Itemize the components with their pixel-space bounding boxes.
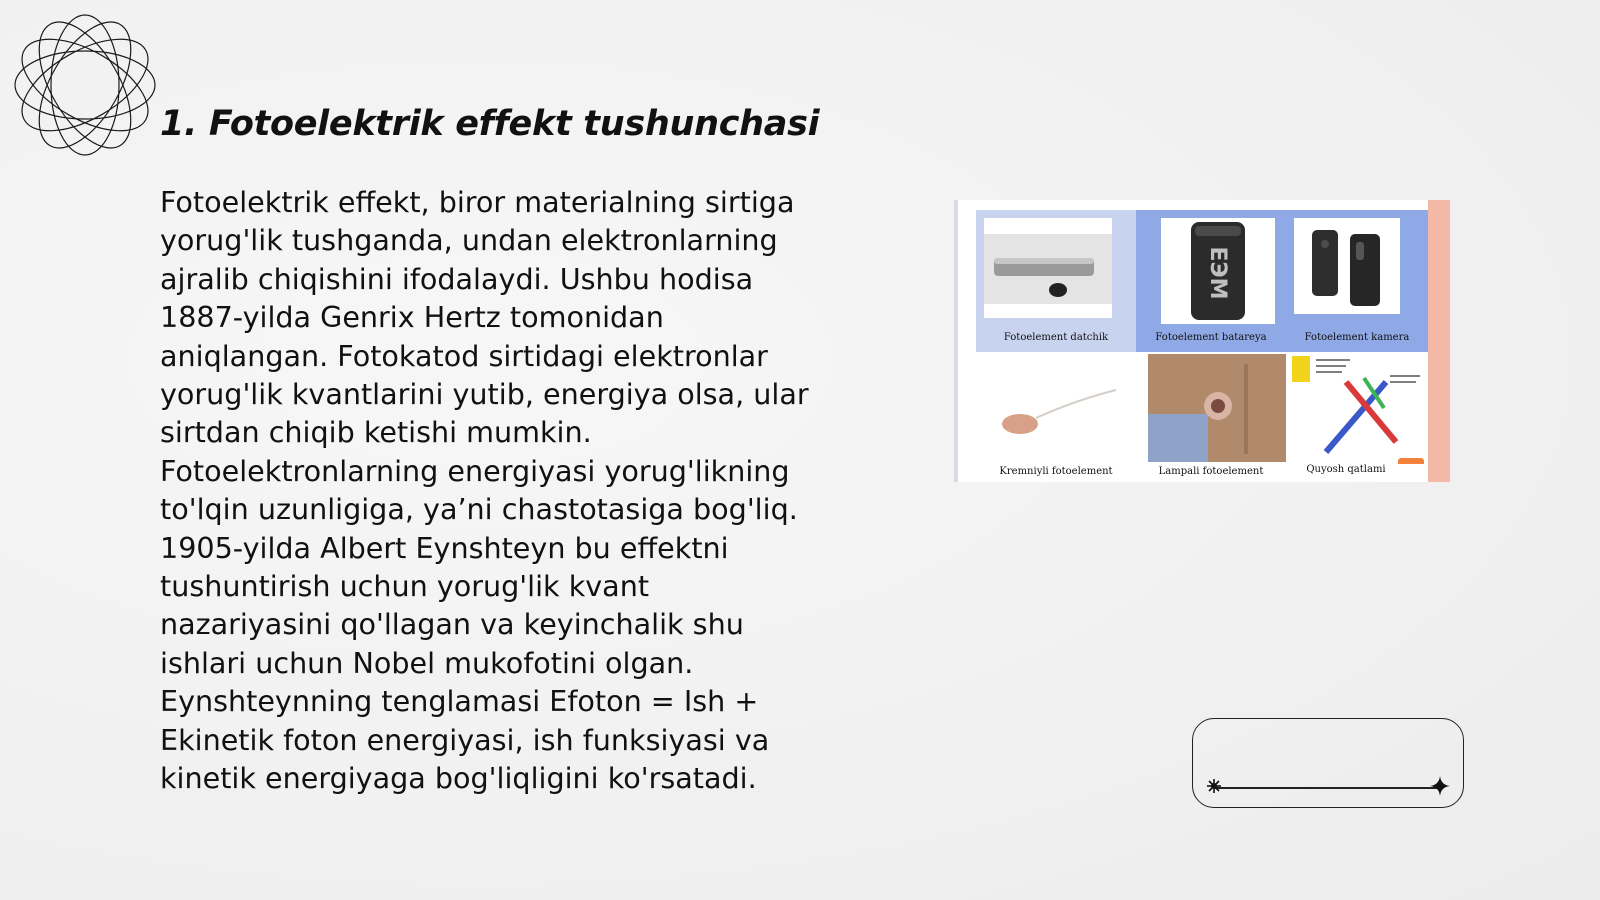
body-line: 1905-yilda Albert Eynshteyn bu effektni (160, 530, 729, 565)
battery-image (1161, 218, 1275, 324)
silicon-cell-image (976, 352, 1136, 462)
body-line: yorug'lik tushganda, undan elektronlarning (160, 223, 778, 258)
body-line: kinetik energiyaga bog'liqligini ko'rsatadi. (160, 761, 757, 796)
body-line: Ekinetik foton energiyasi, ish funksiyasi va (160, 722, 770, 757)
slide-body-text (160, 183, 860, 798)
figure-cell-kamera (1286, 210, 1428, 352)
body-line: 1887-yilda Genrix Hertz tomonidan (160, 300, 664, 335)
body-line: yorug'lik kvantlarini yutib, energiya olsa, ular (160, 377, 809, 412)
caption-lampali: Lampali fotoelement (1158, 466, 1264, 477)
star-burst-icon (1203, 775, 1225, 797)
body-line: Eynshteynning tenglamasi Efoton = Ish + (160, 684, 759, 719)
spirograph-rings-icon (10, 10, 160, 160)
figure-cell-kremniyli (976, 352, 1136, 482)
camera-photo (1294, 218, 1400, 314)
caption-kremniyli: Kremniyli fotoelement (999, 466, 1113, 477)
body-line: ishlari uchun Nobel mukofotini olgan. (160, 645, 694, 680)
body-line: aniqlangan. Fotokatod sirtidagi elektronlar (160, 338, 768, 373)
figure-cell-batareya (1136, 210, 1286, 352)
figure-right-edge (1428, 200, 1450, 482)
body-line: sirtdan chiqib ketishi mumkin. (160, 415, 592, 450)
figure-cell-quyosh (1286, 352, 1428, 482)
sensor-photo (984, 218, 1112, 318)
body-line: Fotoelektrik effekt, biror materialning sirtiga (160, 185, 795, 219)
caption-datchik: Fotoelement datchik (1003, 332, 1109, 343)
caption-batareya: Fotoelement batareya (1155, 332, 1267, 343)
sensor-image (984, 218, 1112, 318)
solar-diagram-image (1286, 352, 1428, 464)
lamp-photo (1148, 354, 1286, 462)
timeline-line (1215, 787, 1441, 789)
figure-cell-datchik (976, 210, 1136, 352)
decorative-timeline-box (1192, 718, 1464, 808)
figure-left-edge (954, 200, 958, 482)
body-line: ajralib chiqishini ifodalaydi. Ushbu hodisa (160, 261, 754, 296)
battery-photo (1161, 218, 1275, 324)
photoelement-figure (954, 200, 1450, 482)
lamp-image (1148, 354, 1286, 462)
slide-title: 1. Fotoelektrik effekt tushunchasi (160, 104, 820, 144)
body-line: nazariyasini qo'llagan va keyinchalik shu (160, 607, 744, 642)
body-line: to'lqin uzunligiga, ya’ni chastotasiga bog'liq. (160, 492, 798, 527)
camera-image (1294, 218, 1400, 314)
caption-quyosh: Quyosh qatlami (1306, 464, 1386, 475)
body-line: Fotoelektronlarning energiyasi yorug'likning (160, 453, 790, 488)
svg-text:ЕЭМ: ЕЭМ (1205, 246, 1230, 300)
figure-cell-lampali (1136, 352, 1286, 482)
body-line: tushuntirish uchun yorug'lik kvant (160, 569, 650, 604)
caption-kamera: Fotoelement kamera (1304, 332, 1410, 343)
sparkle-cross-icon (1429, 775, 1451, 797)
